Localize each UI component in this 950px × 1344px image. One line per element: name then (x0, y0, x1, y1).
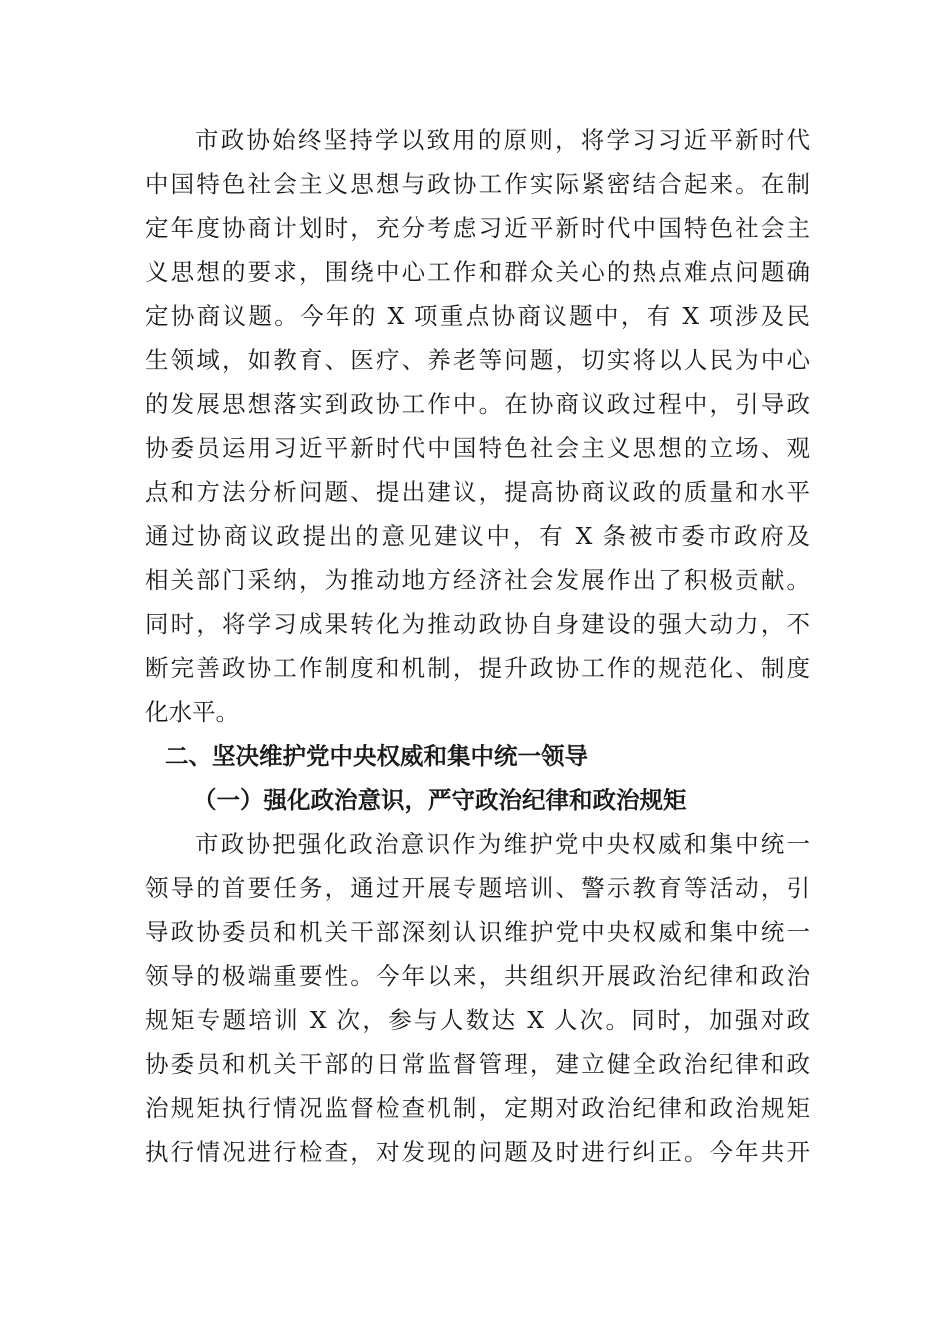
paragraph-line: 生领域，如教育、医疗、养老等问题，切实将以人民为中心 (145, 346, 810, 374)
paragraph-line: 领导的极端重要性。今年以来，共组织开展政治纪律和政治 (145, 962, 810, 990)
paragraph-line: 的发展思想落实到政协工作中。在协商议政过程中，引导政 (145, 390, 810, 418)
paragraph-line: 中国特色社会主义思想与政协工作实际紧密结合起来。在制 (145, 170, 810, 198)
paragraph-line: 规矩专题培训 X 次，参与人数达 X 人次。同时，加强对政 (145, 1006, 810, 1034)
paragraph-line: 义思想的要求，围绕中心工作和群众关心的热点难点问题确 (145, 258, 810, 286)
paragraph-line: 市政协把强化政治意识作为维护党中央权威和集中统一 (195, 830, 810, 858)
paragraph-line: 相关部门采纳，为推动地方经济社会发展作出了积极贡献。 (145, 566, 810, 594)
paragraph-line: 通过协商议政提出的意见建议中，有 X 条被市委市政府及 (145, 522, 810, 550)
paragraph-line: 导政协委员和机关干部深刻认识维护党中央权威和集中统一 (145, 918, 810, 946)
paragraph-line: 化水平。 (145, 698, 239, 726)
section-heading: 二、坚决维护党中央权威和集中统一领导 (165, 742, 588, 770)
paragraph-line: 点和方法分析问题、提出建议，提高协商议政的质量和水平 (145, 478, 810, 506)
paragraph-line: 市政协始终坚持学以致用的原则，将学习习近平新时代 (195, 126, 810, 154)
paragraph-line: 同时，将学习成果转化为推动政协自身建设的强大动力，不 (145, 610, 810, 638)
paragraph-line: 定年度协商计划时，充分考虑习近平新时代中国特色社会主 (145, 214, 810, 242)
paragraph-line: 定协商议题。今年的 X 项重点协商议题中，有 X 项涉及民 (145, 302, 810, 330)
paragraph-line: 领导的首要任务，通过开展专题培训、警示教育等活动，引 (145, 874, 810, 902)
paragraph-line: 治规矩执行情况监督检查机制，定期对政治纪律和政治规矩 (145, 1094, 810, 1122)
paragraph-line: 协委员和机关干部的日常监督管理，建立健全政治纪律和政 (145, 1050, 810, 1078)
paragraph-line: 断完善政协工作制度和机制，提升政协工作的规范化、制度 (145, 654, 810, 682)
subsection-heading: （一）强化政治意识，严守政治纪律和政治规矩 (193, 786, 687, 814)
paragraph-line: 执行情况进行检查，对发现的问题及时进行纠正。今年共开 (145, 1138, 810, 1166)
paragraph-line: 协委员运用习近平新时代中国特色社会主义思想的立场、观 (145, 434, 810, 462)
